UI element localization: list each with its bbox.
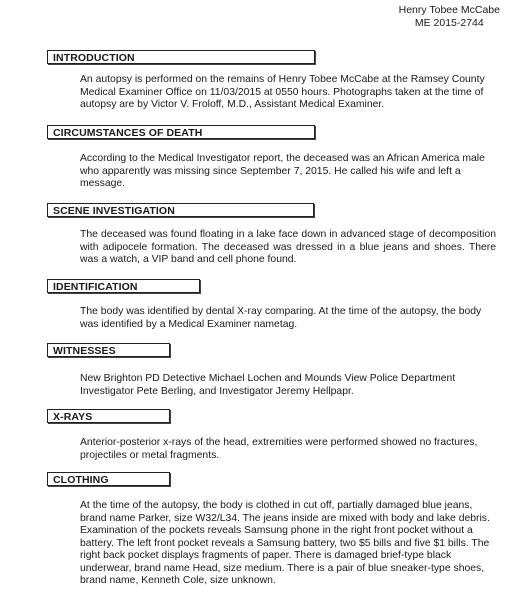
section-title-circumstances: CIRCUMSTANCES OF DEATH [47, 125, 315, 139]
section-title-identification: IDENTIFICATION [47, 279, 200, 293]
section-title-xrays: X-RAYS [47, 409, 170, 423]
section-body-identification: The body was identified by dental X-ray comparing. At the time of the autopsy, the body was identified by a Medical Examiner nametag. [80, 306, 482, 330]
case-number: ME 2015-2744 [414, 16, 484, 29]
section-title-scene: SCENE INVESTIGATION [47, 203, 314, 217]
document-header [399, 4, 500, 29]
section-body-circumstances: According to the Medical Investigator report, the deceased was an African America male who apparently was missing since September 7, 2015. He called his wife and left a message. [80, 153, 485, 189]
section-title-clothing: CLOTHING [47, 472, 170, 486]
section-body-clothing: At the time of the autopsy, the body is clothed in cut off, partially damaged blue jeans, brand name Parker, size W32/L34. The jeans inside are mixed with body and lake debris. Examination of the pockets reveals Samsung phone in the right front pocket without a battery. The left front pocket reveals a Samsung battery, two $5 bills and five $1 bills. The right back pocket displays fragments of paper. There is damaged brief-type black underwear, brand name Head, size medium. There is a pair of blue sneaker-type shoes, brand name, Kenneth Cole, size unknown. [80, 500, 490, 586]
section-title-witnesses: WITNESSES [47, 343, 170, 357]
section-title-introduction: INTRODUCTION [47, 50, 315, 64]
section-body-scene: The deceased was found floating in a lake face down in advanced stage of decomposition with adipocele formation. The deceased was dressed in a blue jeans and shoes. There was a watch, a VIP band and cell phone found. [80, 229, 496, 265]
section-body-witnesses: New Brighton PD Detective Michael Lochen and Mounds View Police Department Investigator Pete Berling, and Investigator Jeremy Hellpapr. [80, 373, 456, 397]
section-body-introduction: An autopsy is performed on the remains of Henry Tobee McCabe at the Ramsey County Medical Examiner Office on 11/03/2015 at 0550 hours. Photographs taken at the time of autopsy are by Victor V. Froloff, M.D., Assistant Medical Examiner. [80, 74, 485, 110]
decedent-name: Henry Tobee McCabe [398, 4, 500, 16]
section-body-xrays: Anterior-posterior x-rays of the head, extremities were performed showed no fractures, projectiles or metal fragments. [80, 437, 478, 461]
